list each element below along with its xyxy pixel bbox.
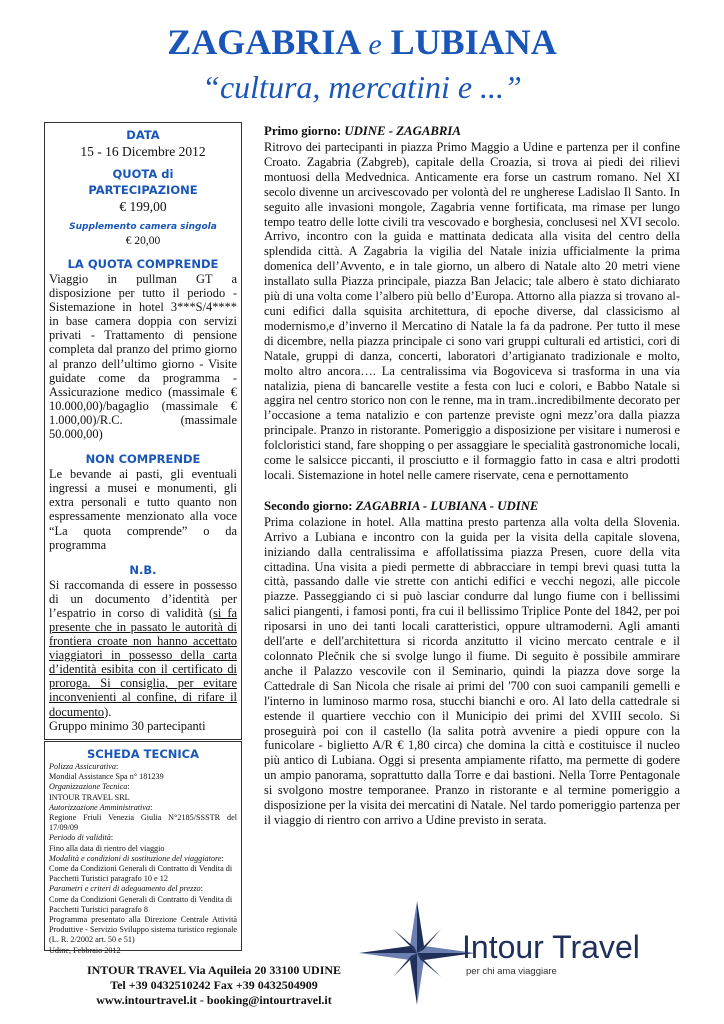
polizza-value: Mondial Assistance Spa n° 181239	[49, 772, 164, 782]
brand-tagline: per chi ama viaggiare	[466, 966, 557, 977]
parametri-label: Parametri e criteri di adeguamento del prezzo	[49, 884, 201, 894]
organizzazione-value: INTOUR TRAVEL SRL	[49, 792, 130, 802]
day2-label: Secondo giorno:	[264, 498, 356, 513]
data-value: 15 - 16 Dicembre 2012	[80, 144, 206, 159]
title-part1: ZAGABRIA	[167, 22, 360, 62]
nb-heading: N.B.	[129, 562, 157, 577]
comprende-text: Viaggio in pullman GT a disposizione per tutto il periodo - Sistemazione in hotel 3***S/4**** in base camera doppia con servizi privati - Trattamento di pensione completa dal pranzo del primo giorno al pranzo dell’ultimo giorno - Visite guidate come da programma - Assicurazione medico (massimale € 10.000,00)/bagaglio (massimale € 1.000,00)/R.C. (massimale 50.000,00)	[49, 272, 237, 442]
day1-label: Primo giorno:	[264, 124, 345, 138]
footer-contacts	[44, 963, 384, 1008]
data-heading: DATA	[126, 128, 160, 142]
day1-route: UDINE - ZAGABRIA	[344, 124, 461, 138]
footer-web: www.intourtravel.it - booking@intourtravel.it	[96, 993, 332, 1007]
polizza-label: Polizza Assicurativa	[49, 762, 116, 771]
day2-text: Prima colazione in hotel. Alla mattina presto partenza alla volta della Slovenia. Arrivo a Lubiana e incontro con la guida per la visita della capitale slovena, iniziando dalla centralissima e affollatissima piazza Presen, cuore della vita cittadina. Una visita a piedi permette di abbracciare in tempi brevi quasi tutta la città, passando dalle vie strette con antichi edifici e vecchi negozi, alle piccole piazze. Passeggiando ci si può lasciar condurre dal lungo fiume con i bellissimi salici piangenti, i famosi ponti, fra cui il bellissimo Triplice Ponte del 1842, per poi riposarsi in uno dei tanti locali caratteristici, oppure ultramoderni. Agli amanti dell'arte e dell'architettura si ricorda anzitutto il vicino mercato centrale e il colonnato Plečnik che si svolge lungo il fiume. Di seguito è possibile ammirare anche il Palazzo vescovile con il Seminario, quindi la piazza dove sorge la Cattedrale di San Nicola che risale ai primi del '700 con suoi campanili gemelli e l'interno in luminoso marmo rosa, stucchi bianchi e oro. Al lato della cattedrale si estende il quartiere vecchio con il Municipio dei primi del XVIII secolo. Si proseguirà poi con il castello (la salita potrà avvenire a piedi oppure con la funicolare - biglietto A/R € 1,80 circa) che domina la città e costituisce il nucleo più antico di Lubiana. Oggi si presenta ampiamente rifatto, ma permette di godere un ampio panorama, soprattutto dalla Torre e dai bastioni. Nella Torre Pentagonale si svolgono mostre temporanee. Pranzo in ristorante e al termine pomeriggio a disposizione per la visita dei mercatini di Natale. Nel tardo pomeriggio partenza per il viaggio di rientro con arrivo a Udine previsto in serata.	[264, 514, 680, 827]
scheda-content: Polizza Assicurativa: Mondial Assistance Spa n° 181239 Organizzazione Tecnica: INTOUR TRAVEL SRL Autorizzazione Amministrativa: Regione Friuli Venezia Giulia N°2185/SSSTR del 17/09/09 Periodo di validità: Fino alla data di rientro del viaggio Modalità e condizioni di sostituzione del viaggiatore: Come da Condizioni Generali di Contratto di Vendita di Pacchetti Turistici paragrafo 10 e 12 Parametri e criteri di adeguamento del prezzo: Come da Condizioni Generali di Contratto di Vendita di Pacchetti Turistici paragrafo 8 Programma presentato alla Direzione Centrale Attività Produttive - Servizio Sviluppo sistema turistico regionale (L. R. 2/2002 art. 50 e 51) Udine, Febbraio 2012	[49, 762, 237, 955]
title-part2: LUBIANA	[390, 22, 557, 62]
page-title	[0, 22, 724, 65]
nb-text	[49, 578, 237, 719]
scheda-heading: SCHEDA TECNICA	[86, 747, 200, 761]
page-subtitle: “cultura, mercatini e ...”	[202, 69, 522, 105]
brand-name	[462, 930, 640, 964]
validita-value: Fino alla data di rientro del viaggio	[49, 843, 165, 853]
itinerary	[264, 123, 680, 828]
day2-route: ZAGABRIA - LUBIANA - UDINE	[355, 498, 539, 513]
title-conjunction: e	[368, 28, 382, 61]
modalita-value: Come da Condizioni Generali di Contratto di Vendita di Pacchetti Turistici paragrafo 10 e 12	[49, 864, 233, 884]
scheda-tecnica	[44, 741, 242, 955]
modalita-label: Modalità e condizioni di sostituzione del viaggiatore	[49, 853, 222, 863]
autorizzazione-value: Regione Friuli Venezia Giulia N°2185/SSSTR del 17/09/09	[49, 813, 237, 833]
programma-value: Programma presentato alla Direzione Centrale Attività Produttive - Servizio Sviluppo sistema turistico regionale (L. R. 2/2002 art. 50 e 51)	[49, 915, 237, 945]
day2-title	[264, 498, 680, 515]
brand-name-part1: In	[462, 929, 489, 965]
parametri-value: Come da Condizioni Generali di Contratto di Vendita di Pacchetti Turistici paragrafo 8	[49, 894, 233, 914]
quota-heading-2: PARTECIPAZIONE	[88, 183, 198, 197]
non-comprende-heading: NON COMPRENDE	[85, 452, 201, 467]
footer-address: INTOUR TRAVEL Via Aquileia 20 33100 UDINE	[86, 963, 342, 977]
footer-phone: Tel +39 0432510242 Fax +39 0432504909	[110, 978, 318, 992]
info-sidebar	[44, 122, 242, 740]
non-comprende-text: Le bevande ai pasti, gli eventuali ingressi a musei e monumenti, gli extra personali e tutto quanto non espressamente menzionato alla voce “La quota comprende” o da programma	[49, 467, 237, 552]
autorizzazione-label: Autorizzazione Amministrativa	[49, 802, 151, 812]
day1-text: Ritrovo dei partecipanti in piazza Primo Maggio a Udine e partenza per il confine Croato. Zagabria (Zabgreb), capitale della Croazia, si trova ai piedi dei rilievi montuosi della Medvednica. Anticamente era forse un castrum romano. Nel XI secolo divenne un arcivescovado per volontà del re ungherese Ladislao Il Santo. In seguito alle invasioni mongole, Zagabria venne fortificata, ma rimase per lungo tempo teatro delle lotte civili tra vescovado e borghesia, conclusesi nel XVI secolo. Arrivo, incontro con la guida e mattinata dedicata alla visita del centro della splendida città. A Zagabria la vigilia del Natale inizia ufficialmente la prima domenica dell’Avvento, e in tale giorno, un albero di Natale alto 20 metri viene installato sulla Piazza principale, piazza Ban Jelacic; tale albero è stato dichiarato più di una volta come l’albero più bello d’Europa. Attorno alla piazza si trovano al-cuni edifici dalla squisita architettura, di epoche diverse, dal classicismo al modernismo,e d’inverno il Mercatino di Natale la fa da padrone. Per tutto il mese di dicembre, nella piazza principale ci sono vari gruppi culturali ed artistici, cori di Natale, gruppi di danza, concerti, laboratori d’artigianato tradizionale e molto, molto altro ancora…. La centralissima via Bogoviceva si trasforma in una via natalizia, piena di bancarelle vestite a festa con luci e colori, e Babbo Natale si aggira nel centro storico non con le renne, ma in tram..incredibilmente decorato per l’occasione a tema natalizio e con partenze previste ogni mezz’ora dalla piazza principale. Pranzo in ristorante. Pomeriggio a disposizione per visitare i numerosi e folcloristici stand, fare shopping o per assaggiare le specialità gastronomiche locali, come le salsicce piccanti, il prosciutto e il formaggio fatto in casa e altri prodotti locali. Sistemazione in hotel nelle camere riservate, cena e pernottamento	[264, 140, 680, 482]
gruppo-minimo: Gruppo minimo 30 partecipanti	[49, 718, 206, 733]
nb-text-underlined: si fa presente che in passato le autorità di frontiera croate non hanno accettato viaggiatori in possesso della carta d’identità esibita con il certificato di proroga. Si consiglia, per evitare inconvenienti al confine, di rifare il documento	[49, 605, 237, 719]
supplemento-value: € 20,00	[125, 235, 161, 247]
quota-value: € 199,00	[119, 199, 167, 214]
day1-title	[264, 123, 680, 140]
supplemento-heading: Supplemento camera singola	[69, 222, 217, 232]
brand-name-part2: tour Travel	[488, 929, 640, 965]
nb-text-part2: ).	[104, 704, 112, 719]
data-luogo: Udine, Febbraio 2012	[49, 945, 121, 955]
validita-label: Periodo di validità	[49, 833, 111, 843]
quota-heading-1: QUOTA di	[112, 167, 174, 181]
comprende-heading: LA QUOTA COMPRENDE	[67, 257, 219, 271]
nb-text-part1: Si raccomanda di essere in possesso di un documento d’identità per l’espatrio in corso di validità (	[49, 577, 237, 620]
organizzazione-label: Organizzazione Tecnica	[49, 782, 128, 792]
